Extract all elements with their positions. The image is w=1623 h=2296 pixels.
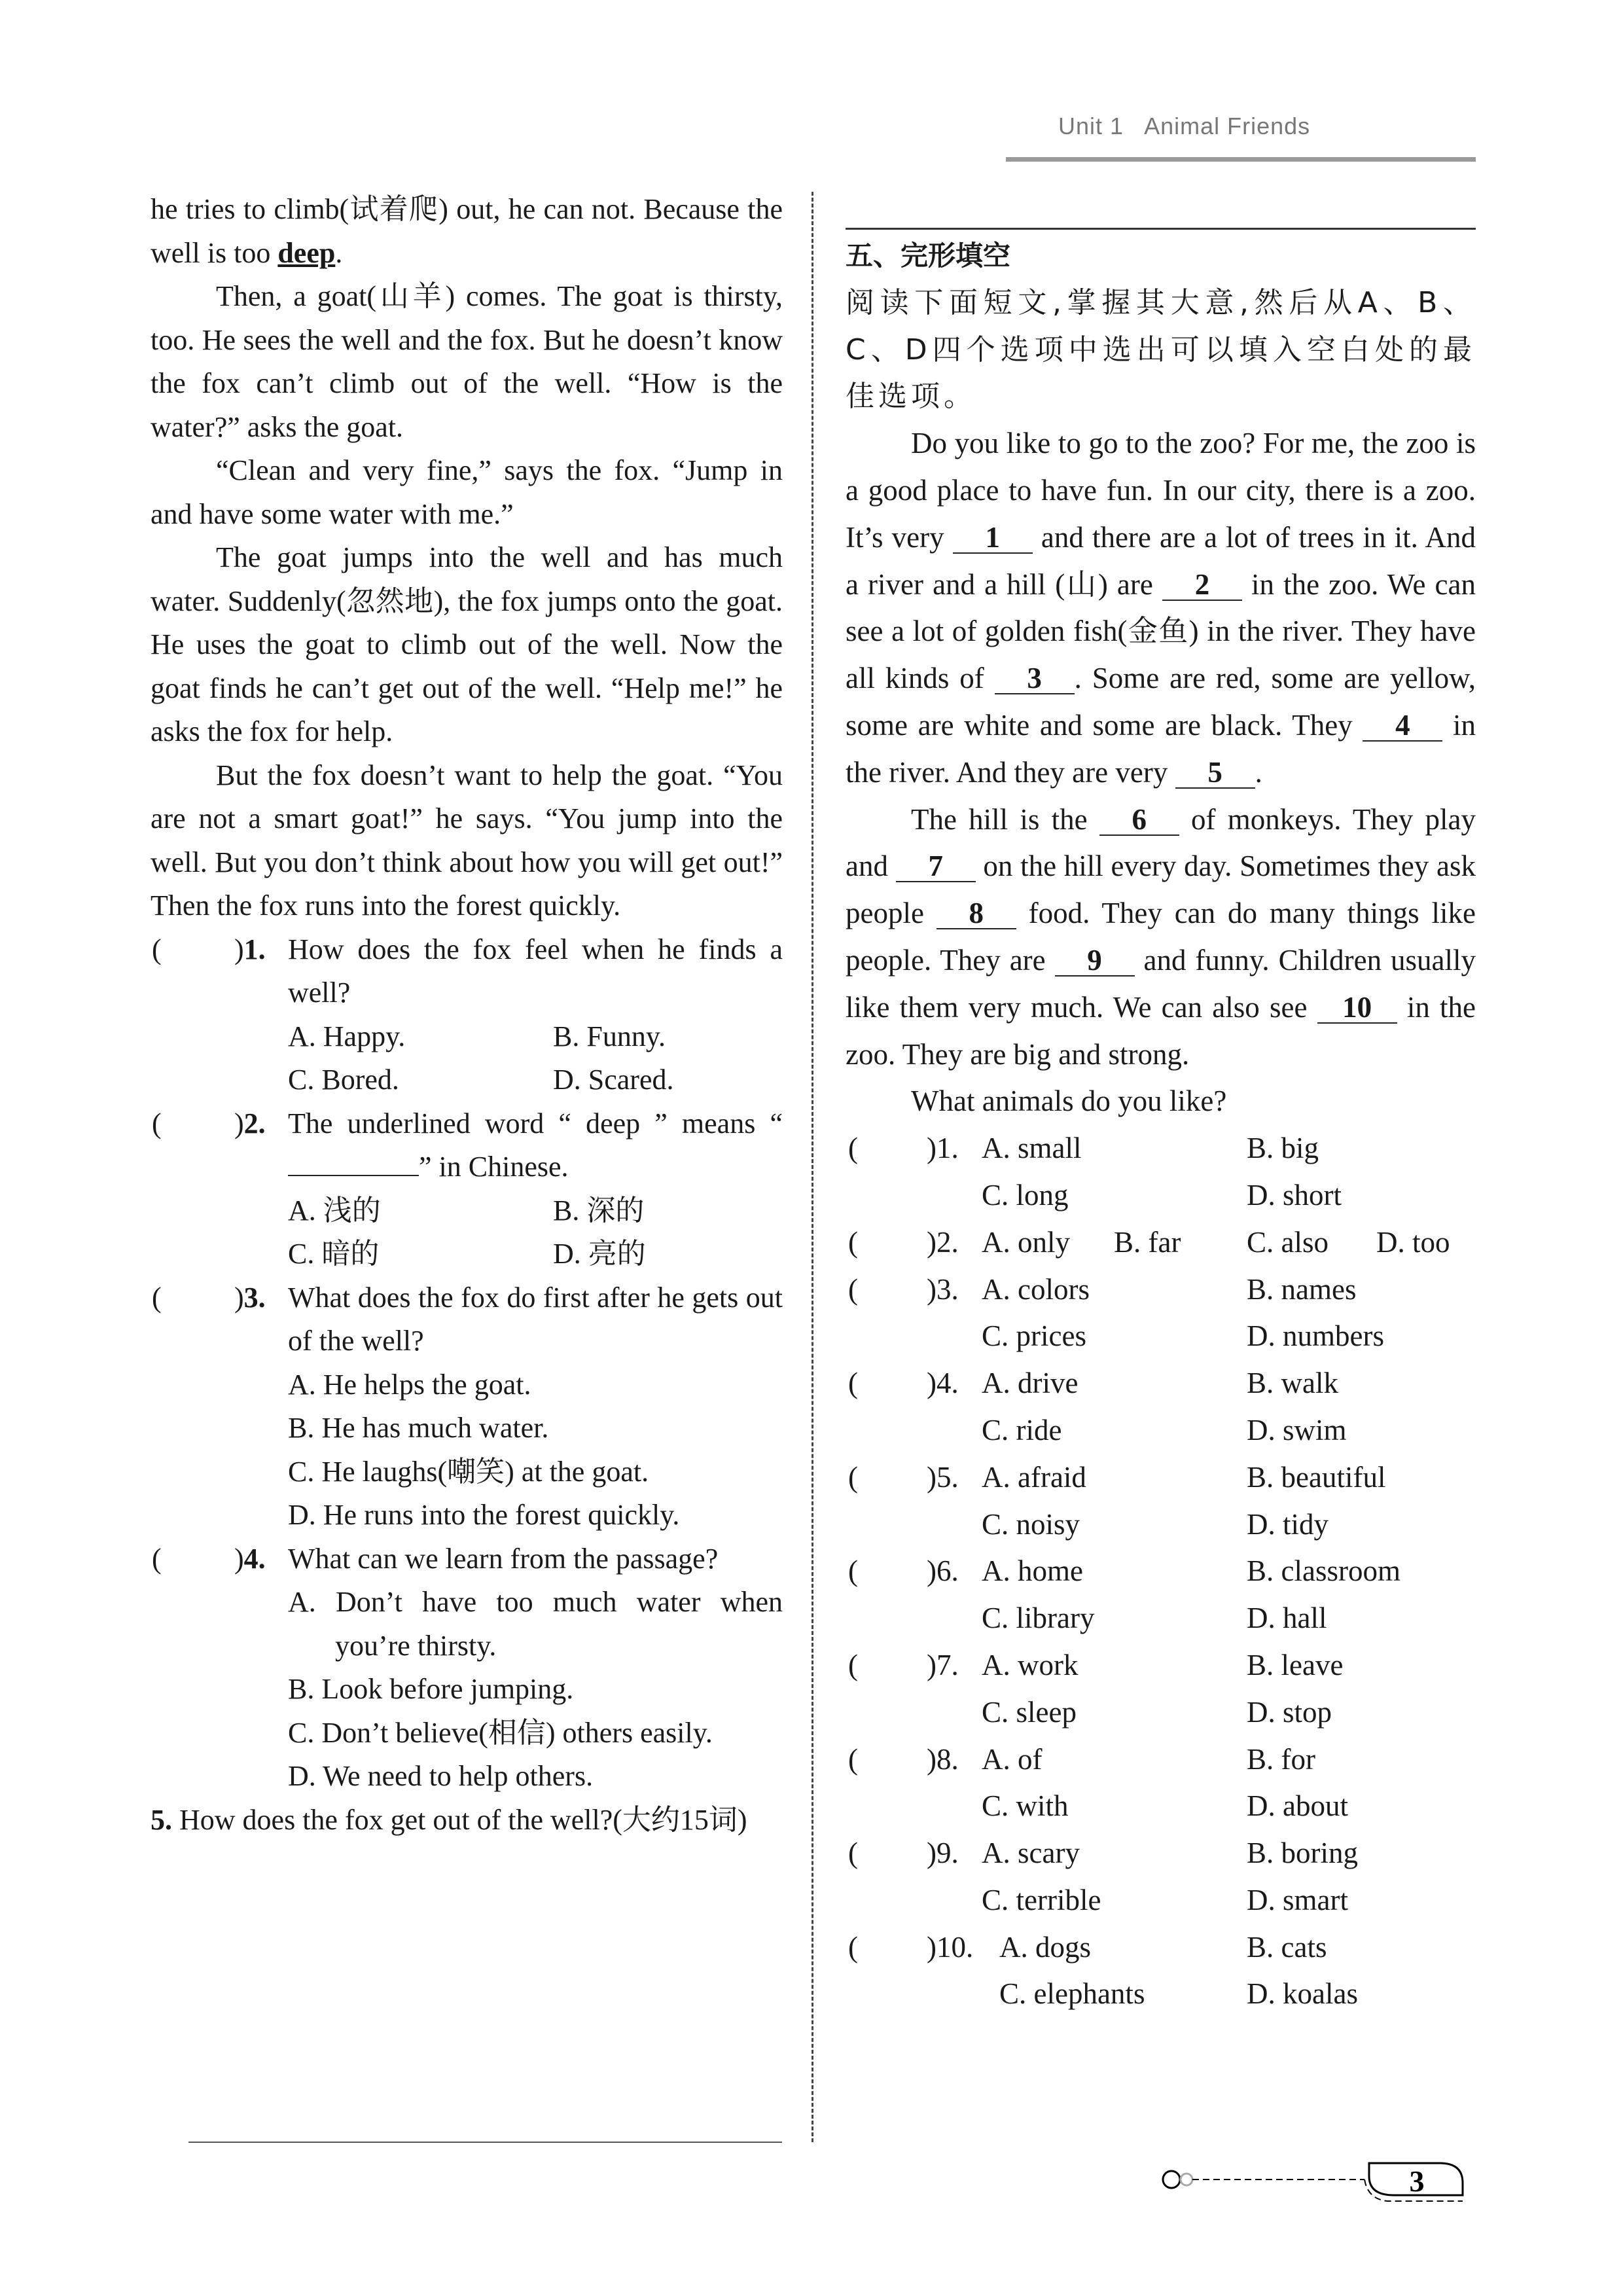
question-label: )2. bbox=[234, 1107, 266, 1139]
passage-paragraph bbox=[151, 275, 783, 449]
blank-2[interactable]: 2 bbox=[1162, 569, 1242, 601]
blank-10[interactable]: 10 bbox=[1317, 992, 1397, 1024]
reading-questions bbox=[151, 928, 783, 1799]
section-title: 五、完形填空 bbox=[846, 240, 1011, 272]
question-label: )2. bbox=[927, 1225, 959, 1259]
passage-text: on the hill every day. Sometimes they ask people bbox=[846, 850, 1476, 930]
question-stem bbox=[288, 1537, 783, 1581]
option: C. elephants bbox=[999, 1977, 1145, 2011]
question-number: 3. bbox=[936, 1272, 959, 1306]
passage-text: Do you like to go to the zoo? For me, the zoo is a good place to have fun. In our city, there is a zoo. It’s very bbox=[846, 427, 1476, 554]
passage-paragraph bbox=[151, 536, 783, 754]
option: C. He laughs(嘲笑) at the goat. bbox=[288, 1455, 649, 1488]
option: C. ride bbox=[982, 1413, 1062, 1446]
question-9 bbox=[846, 1830, 1476, 1877]
option: A. small bbox=[982, 1132, 1082, 1165]
question-number: 4. bbox=[243, 1542, 266, 1575]
option: D. tidy bbox=[1247, 1507, 1329, 1541]
question-label: )1. bbox=[927, 1132, 959, 1165]
passage-text: . bbox=[1255, 755, 1262, 789]
answer-bracket[interactable]: ( bbox=[152, 933, 162, 965]
question-number: 5. bbox=[936, 1460, 959, 1494]
right-column bbox=[846, 228, 1476, 2018]
blank-3[interactable]: 3 bbox=[995, 663, 1075, 694]
unit-label: Unit 1 bbox=[1058, 113, 1124, 139]
stem-text: How does the fox feel when he finds a well? bbox=[288, 933, 783, 1009]
instructions: 阅读下面短文,掌握其大意,然后从A、B、C、D四个选项中选出可以填入空白处的最佳选项。 bbox=[846, 285, 1476, 414]
passage-text: in the zoo. They are big and strong. bbox=[846, 990, 1476, 1071]
blank-5[interactable]: 5 bbox=[1175, 757, 1255, 789]
question-number: 7. bbox=[936, 1648, 959, 1681]
option: D. He runs into the forest quickly. bbox=[288, 1499, 680, 1531]
question-label: )4. bbox=[234, 1542, 266, 1575]
question-number: 6. bbox=[936, 1554, 959, 1588]
option: B. Look before jumping. bbox=[288, 1673, 574, 1705]
question-stem bbox=[288, 1276, 783, 1363]
question-label: )4. bbox=[927, 1367, 959, 1400]
stem-text: What can we learn from the passage? bbox=[288, 1542, 719, 1575]
option: A. colors bbox=[982, 1272, 1090, 1306]
option: C. noisy bbox=[982, 1507, 1080, 1541]
question-number: 9. bbox=[936, 1837, 959, 1870]
option: B. walk bbox=[1247, 1367, 1338, 1400]
answer-bracket[interactable]: ( bbox=[848, 1930, 858, 1964]
question-label: )1. bbox=[234, 933, 266, 965]
question-7 bbox=[846, 1642, 1476, 1689]
blank-7[interactable]: 7 bbox=[896, 851, 976, 882]
question-5 bbox=[151, 1799, 783, 1842]
question-number: 8. bbox=[936, 1742, 959, 1776]
answer-line[interactable] bbox=[188, 2142, 782, 2143]
options bbox=[288, 1581, 783, 1799]
option: D. smart bbox=[1247, 1883, 1348, 1916]
answer-bracket[interactable]: ( bbox=[848, 1367, 858, 1400]
question-8-row2 bbox=[846, 1783, 1476, 1830]
question-label: )7. bbox=[927, 1648, 959, 1681]
page-number: 3 bbox=[1409, 2164, 1425, 2198]
header-rule bbox=[1006, 157, 1476, 162]
answer-bracket[interactable]: ( bbox=[152, 1542, 162, 1575]
option: B. for bbox=[1247, 1742, 1315, 1776]
question-1-row2 bbox=[846, 1172, 1476, 1219]
question-8 bbox=[846, 1736, 1476, 1784]
option: D. swim bbox=[1247, 1413, 1347, 1446]
page-number-badge bbox=[1139, 2153, 1479, 2206]
answer-bracket[interactable]: ( bbox=[848, 1272, 858, 1306]
option: A. 浅的 bbox=[288, 1194, 381, 1227]
answer-bracket[interactable]: ( bbox=[848, 1460, 858, 1494]
stem-text: What does the fox do first after he gets out of the well? bbox=[288, 1281, 783, 1357]
option: A. Happy. bbox=[288, 1020, 406, 1052]
question-label: )6. bbox=[927, 1554, 959, 1588]
question-number: 2. bbox=[243, 1107, 266, 1139]
question-6-row2 bbox=[846, 1595, 1476, 1642]
option: B. Funny. bbox=[553, 1020, 666, 1052]
question-4-row2 bbox=[846, 1407, 1476, 1454]
question-4 bbox=[151, 1537, 783, 1799]
question-3-row2 bbox=[846, 1313, 1476, 1360]
option: C. Don’t believe(相信) others easily. bbox=[288, 1716, 713, 1749]
question-stem: How does the fox get out of the well?(大约15词) bbox=[179, 1803, 747, 1836]
options bbox=[288, 1015, 783, 1102]
answer-bracket[interactable]: ( bbox=[152, 1107, 162, 1139]
passage-paragraph bbox=[151, 449, 783, 536]
option: A. home bbox=[982, 1554, 1083, 1588]
option: B. classroom bbox=[1247, 1554, 1400, 1588]
question-number: 10. bbox=[936, 1930, 974, 1964]
running-header bbox=[1058, 113, 1310, 140]
option: A. drive bbox=[982, 1367, 1079, 1400]
cloze-questions bbox=[846, 1125, 1476, 2018]
underlined-word: deep bbox=[277, 236, 336, 269]
question-stem bbox=[288, 1102, 783, 1189]
section-rule bbox=[846, 228, 1476, 230]
question-number: 2. bbox=[936, 1225, 959, 1259]
passage-paragraph bbox=[151, 754, 783, 928]
option: C. long bbox=[982, 1178, 1069, 1211]
option: C. also bbox=[1247, 1225, 1329, 1259]
option: A. He helps the goat. bbox=[288, 1368, 531, 1401]
blank-4[interactable]: 4 bbox=[1363, 710, 1442, 742]
passage-text: “Clean and very fine,” says the fox. “Jump in and have some water with me.” bbox=[151, 454, 783, 530]
passage-text: of monkeys. They play and bbox=[846, 802, 1476, 883]
answer-blank[interactable] bbox=[288, 1149, 419, 1176]
option: B. big bbox=[1247, 1132, 1319, 1165]
question-7-row2 bbox=[846, 1689, 1476, 1736]
option: D. stop bbox=[1247, 1695, 1332, 1729]
passage-text: in the river. And they are very bbox=[846, 708, 1476, 789]
passage-paragraph bbox=[846, 420, 1476, 796]
question-10-row2 bbox=[846, 1971, 1476, 2018]
option: C. prices bbox=[982, 1319, 1086, 1353]
question-label: )8. bbox=[927, 1742, 959, 1776]
option: D. too bbox=[1376, 1225, 1450, 1259]
question-2 bbox=[151, 1102, 783, 1276]
option: D. 亮的 bbox=[553, 1238, 646, 1270]
option: A. dogs bbox=[999, 1930, 1092, 1964]
passage-text: The goat jumps into the well and has much water. Suddenly(忽然地), the fox jumps onto the goat. He uses the goat to climb out of the well. Now the goat finds he can’t get out of the well. “Help me!” he asks the fox for help. bbox=[151, 541, 783, 747]
option: B. leave bbox=[1247, 1648, 1344, 1681]
circle-icon bbox=[1181, 2174, 1192, 2185]
circle-icon bbox=[1163, 2171, 1180, 2188]
passage-text: and there are a lot of trees in it. And a river and a hill (山) are bbox=[846, 520, 1476, 601]
question-5-row2 bbox=[846, 1501, 1476, 1549]
option: C. library bbox=[982, 1602, 1095, 1635]
options bbox=[288, 1363, 783, 1537]
stem-text: The underlined word “ deep ” means “ bbox=[288, 1107, 783, 1139]
question-label: )5. bbox=[927, 1460, 959, 1494]
question-number: 1. bbox=[936, 1132, 959, 1165]
passage-text: But the fox doesn’t want to help the goat. “You are not a smart goat!” he says. “You jump into the well. But you don’t think about how you will get out!” Then the fox runs into the forest quickly. bbox=[151, 759, 783, 922]
passage-text: in the zoo. We can see a lot of golden fish(金鱼) in the river. They have all kinds of bbox=[846, 567, 1476, 695]
passage-paragraph bbox=[846, 1078, 1476, 1125]
answer-bracket[interactable]: ( bbox=[848, 1742, 858, 1776]
passage-text: What animals do you like? bbox=[911, 1085, 1227, 1118]
passage-text: Then, a goat(山羊) comes. The goat is thirsty, too. He sees the well and the fox. But he doesn’t know the fox can’t climb out of the well. “How is the water?” asks the goat. bbox=[151, 280, 783, 443]
answer-bracket[interactable]: ( bbox=[848, 1648, 858, 1681]
option: A. Don’t have too much water when you’re thirsty. bbox=[288, 1586, 783, 1662]
option: B. boring bbox=[1247, 1837, 1359, 1870]
question-5 bbox=[846, 1454, 1476, 1501]
option: B. He has much water. bbox=[288, 1412, 549, 1444]
answer-bracket[interactable]: ( bbox=[848, 1554, 858, 1588]
left-column bbox=[151, 188, 783, 1842]
option: D. Scared. bbox=[553, 1064, 674, 1096]
option: C. with bbox=[982, 1789, 1069, 1823]
option: D. koalas bbox=[1247, 1977, 1358, 2011]
option: B. far bbox=[1114, 1225, 1181, 1259]
passage-text: he tries to climb(试着爬) out, he can not. Because the well is too bbox=[151, 193, 783, 269]
passage-text: and funny. Children usually like them very much. We can also see bbox=[846, 943, 1476, 1024]
column-divider bbox=[812, 192, 813, 2142]
passage-text: . bbox=[335, 236, 343, 269]
blank-1[interactable]: 1 bbox=[953, 522, 1033, 554]
question-1 bbox=[846, 1125, 1476, 1172]
passage-text: . Some are red, some are yellow, some are white and some are black. They bbox=[846, 662, 1476, 742]
question-2 bbox=[846, 1219, 1476, 1266]
question-1 bbox=[151, 928, 783, 1102]
option: B. beautiful bbox=[1247, 1460, 1386, 1494]
question-6 bbox=[846, 1548, 1476, 1595]
answer-bracket[interactable]: ( bbox=[152, 1281, 162, 1314]
question-number: 5. bbox=[151, 1803, 172, 1836]
option: D. We need to help others. bbox=[288, 1760, 594, 1792]
option: D. numbers bbox=[1247, 1319, 1384, 1353]
option: A. work bbox=[982, 1648, 1079, 1681]
option: B. names bbox=[1247, 1272, 1357, 1306]
question-stem bbox=[288, 928, 783, 1015]
option: C. 暗的 bbox=[288, 1238, 380, 1270]
blank-9[interactable]: 9 bbox=[1055, 945, 1135, 977]
reading-passage bbox=[151, 188, 783, 928]
stem-text: ” in Chinese. bbox=[419, 1151, 569, 1183]
passage-text: The hill is the bbox=[911, 802, 1099, 836]
option: C. sleep bbox=[982, 1695, 1077, 1729]
option: B. cats bbox=[1247, 1930, 1327, 1964]
cloze-passage bbox=[846, 420, 1476, 1125]
option: D. short bbox=[1247, 1178, 1342, 1211]
question-3 bbox=[151, 1276, 783, 1537]
question-4 bbox=[846, 1360, 1476, 1407]
question-label: )3. bbox=[234, 1281, 266, 1314]
question-number: 1. bbox=[243, 933, 266, 965]
answer-bracket[interactable]: ( bbox=[848, 1225, 858, 1259]
option: C. terrible bbox=[982, 1883, 1101, 1916]
option: A. only bbox=[982, 1225, 1070, 1259]
question-10 bbox=[846, 1924, 1476, 1971]
question-number: 4. bbox=[936, 1367, 959, 1400]
option: B. 深的 bbox=[553, 1194, 645, 1227]
passage-text: food. They can do many things like people. They are bbox=[846, 897, 1476, 977]
option: A. of bbox=[982, 1742, 1043, 1776]
option: D. hall bbox=[1247, 1602, 1327, 1635]
question-3 bbox=[846, 1266, 1476, 1314]
question-9-row2 bbox=[846, 1877, 1476, 1924]
option: A. scary bbox=[982, 1837, 1080, 1870]
blank-6[interactable]: 6 bbox=[1099, 804, 1179, 836]
option: C. Bored. bbox=[288, 1064, 399, 1096]
question-number: 3. bbox=[243, 1281, 266, 1314]
answer-bracket[interactable]: ( bbox=[848, 1132, 858, 1165]
question-label: )10. bbox=[927, 1930, 974, 1964]
unit-title: Animal Friends bbox=[1144, 113, 1311, 139]
question-label: )3. bbox=[927, 1272, 959, 1306]
option: D. about bbox=[1247, 1789, 1348, 1823]
option: A. afraid bbox=[982, 1460, 1086, 1494]
options bbox=[288, 1189, 783, 1276]
answer-bracket[interactable]: ( bbox=[848, 1837, 858, 1870]
question-label: )9. bbox=[927, 1837, 959, 1870]
passage-paragraph bbox=[151, 188, 783, 275]
blank-8[interactable]: 8 bbox=[936, 898, 1016, 929]
passage-paragraph bbox=[846, 797, 1476, 1079]
